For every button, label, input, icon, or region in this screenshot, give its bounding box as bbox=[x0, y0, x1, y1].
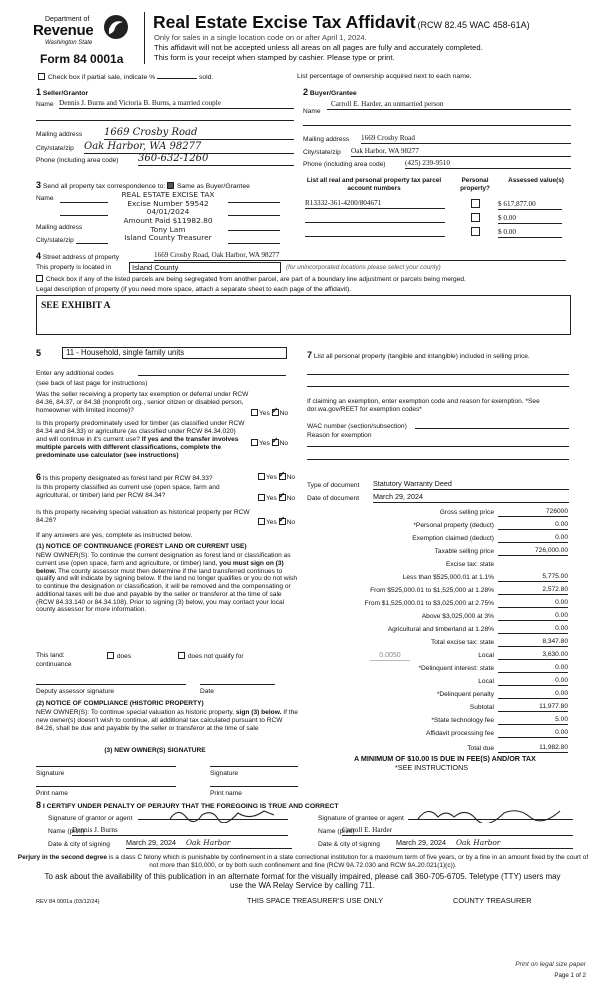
seller-city-field[interactable]: Oak Harbor, WA 98277 bbox=[84, 141, 294, 154]
rev-number: REV 84 0001a (03/12/24) bbox=[36, 899, 100, 905]
ag-timber-value: 0.00 bbox=[498, 625, 568, 634]
grantor-sig-row bbox=[48, 815, 288, 823]
notice1-title: (1) NOTICE OF CONTINUANCE (FOREST LAND OR CURRENT USE) bbox=[36, 543, 247, 550]
personal-deduct-value[interactable]: 0.00 bbox=[498, 521, 568, 530]
grantee-date-field[interactable] bbox=[396, 839, 573, 849]
print-legal-note: Print on legal size paper bbox=[515, 961, 586, 968]
s7-line2 bbox=[307, 386, 569, 387]
reason-field-2[interactable] bbox=[307, 459, 569, 460]
s7-line1 bbox=[307, 374, 569, 375]
personal-checkbox-2[interactable] bbox=[471, 213, 481, 224]
total-due-value: 11,982.80 bbox=[498, 744, 568, 753]
deputy-sig-line[interactable] bbox=[36, 684, 186, 685]
grantor-signature-scribble bbox=[168, 807, 278, 823]
delinq-penalty-value[interactable]: 0.00 bbox=[498, 690, 568, 699]
segregation-checkbox[interactable] bbox=[36, 275, 43, 282]
seller-city-label: City/state/zip bbox=[36, 145, 74, 152]
tier3-value: 0.00 bbox=[498, 599, 568, 608]
header-divider bbox=[144, 12, 145, 64]
section7-heading bbox=[307, 350, 569, 361]
section5-num: 5 bbox=[36, 348, 42, 358]
grantee-date-label: Date & city of signing bbox=[318, 841, 380, 848]
stamp-line3: 04/01/2024 bbox=[146, 207, 190, 217]
excise-state-label: Excise tax: state bbox=[445, 561, 494, 568]
notice1-body: NEW OWNER(S): To continue the current designation as forest land or classification as current use (open space, farm and agriculture, or timber) land, you must sign on (3) below. The county assessor must then determine if the land transferred continues to qualify and will indicate by signing below. If the land no longer qualifies or you do not wish to continue the designation or classification, it will be removed and the compensating or additional taxes will be due and payable by the seller or transferor at the time of sale (RCW 84.33.140 or 84.34.108). Prior to signing (3) below, you may contact your local county assessor for more information. bbox=[36, 552, 297, 614]
partial-sale-row bbox=[38, 73, 213, 82]
assessed-header: Assessed value(s) bbox=[508, 177, 564, 184]
buyer-name-field[interactable]: Carroll E. Harder, an unmarried person bbox=[327, 100, 571, 110]
seller-heading-label: Seller/Grantor bbox=[42, 90, 89, 97]
additional-codes-row bbox=[36, 370, 286, 378]
does-checkbox[interactable] bbox=[107, 652, 114, 659]
s3-name-line-l bbox=[60, 202, 108, 203]
seller-heading bbox=[36, 87, 88, 98]
county-hint: (for unincorporated locations please select your county) bbox=[286, 264, 441, 271]
page-number: Page 1 of 2 bbox=[554, 972, 586, 979]
section8-num: 8 bbox=[36, 800, 42, 810]
seller-name-label: Name bbox=[36, 101, 54, 108]
section3-num: 3 bbox=[36, 180, 42, 190]
personal-deduct-label: *Personal property (deduct) bbox=[413, 522, 494, 529]
tier1-value: 5,775.00 bbox=[498, 573, 568, 582]
stamp-line2: Excise Number 59542 bbox=[127, 198, 209, 208]
wac-row bbox=[307, 423, 569, 431]
owner-sig-line-1[interactable] bbox=[36, 766, 176, 767]
q1-no-checkbox[interactable] bbox=[272, 409, 279, 416]
s3-line4-l bbox=[76, 243, 108, 244]
form-title: Real Estate Excise Tax Affidavit bbox=[153, 12, 416, 32]
subtotal-label: Subtotal bbox=[469, 704, 494, 711]
exemption-instructions: If claiming an exemption, enter exemption code and reason for exemption. *See dor.wa.gov/REET for exemption codes* bbox=[307, 398, 540, 413]
reason-label: Reason for exemption bbox=[307, 432, 372, 439]
stamp-line6: Island County Treasurer bbox=[124, 233, 212, 243]
q1-yes-no: Yes ✓ No bbox=[251, 409, 288, 418]
grantee-date-row bbox=[318, 838, 573, 849]
parcel-header: List all real and personal property tax parcel account numbers bbox=[306, 177, 442, 192]
segregation-row bbox=[36, 275, 596, 284]
grantee-sig-label: Signature of grantee or agent bbox=[318, 815, 404, 822]
total-state-label: Total excise tax: state bbox=[430, 639, 494, 646]
deputy-sig-label: Deputy assessor signature bbox=[36, 688, 115, 695]
timber-question bbox=[36, 420, 248, 460]
delinq-local-label: Local bbox=[478, 678, 494, 685]
doc-date-label: Date of document bbox=[307, 495, 360, 502]
assessed-value-2[interactable]: $ 0.00 bbox=[498, 214, 562, 224]
parcel-number-2[interactable] bbox=[305, 222, 445, 223]
buyer-phone-row bbox=[303, 161, 571, 169]
s6q1-yes-checkbox[interactable] bbox=[258, 473, 265, 480]
exemption-deduct-label: Exemption claimed (deduct) bbox=[412, 535, 494, 542]
personal-header: Personal property? bbox=[460, 177, 490, 192]
total-due-label: Total due bbox=[467, 745, 494, 752]
grantee-name-row bbox=[318, 828, 573, 836]
header-line2: This affidavit will not be accepted unless all areas on all pages are fully and accurately completed. bbox=[154, 43, 483, 52]
doc-type-label: Type of document bbox=[307, 482, 360, 489]
seller-mailing-label: Mailing address bbox=[36, 131, 83, 138]
delinq-interest-value[interactable]: 0.00 bbox=[498, 664, 568, 673]
buyer-name-line2 bbox=[303, 125, 571, 126]
s3-line2-l bbox=[60, 215, 108, 216]
historic-question: Is this property receiving special valuation as historical property per RCW 84.26? bbox=[36, 509, 250, 524]
timber-question-text: Is this property predominately used for timber (as classified under RCW 84.34 and 84.33) or agriculture (as classified under RCW 84.34.020) and will continue in it's current use? bbox=[36, 420, 245, 443]
reason-field-1[interactable] bbox=[307, 446, 569, 447]
seller-phone-label: Phone (including area code) bbox=[36, 157, 119, 164]
deputy-date-line[interactable] bbox=[200, 684, 275, 685]
owner-sig-label-1: Signature bbox=[36, 770, 65, 777]
section6-num: 6 bbox=[36, 472, 42, 482]
seller-phone-field[interactable]: 360-632-1260 bbox=[138, 153, 294, 166]
grantor-date-value: March 29, 2024 bbox=[126, 838, 176, 847]
seller-phone-row bbox=[36, 153, 294, 165]
grantor-name-field[interactable]: Dennis J. Burns bbox=[72, 826, 288, 836]
parcel-number-1[interactable]: R13332-361-4200/804671 bbox=[305, 199, 445, 209]
ag-timber-label: Agricultural and timberland at 1.28% bbox=[387, 626, 494, 633]
stamp-line1: REAL ESTATE EXCISE TAX bbox=[121, 190, 215, 199]
local-value: 3,630.00 bbox=[498, 651, 568, 660]
s3-line4-r bbox=[228, 243, 280, 244]
grantor-sig-label: Signature of grantor or agent bbox=[48, 815, 133, 822]
treasurer-space: THIS SPACE TREASURER'S USE ONLY bbox=[247, 896, 384, 905]
deputy-date-label: Date bbox=[200, 688, 214, 695]
s6q3-yes-checkbox[interactable] bbox=[258, 518, 265, 525]
delinq-local-value[interactable]: 0.00 bbox=[498, 677, 568, 686]
local-rate: 0.0050 bbox=[370, 652, 410, 661]
tier1-label: Less than $525,000.01 at 1.1% bbox=[402, 574, 494, 581]
header-line1: Only for sales in a single location code on or after April 1, 2024. bbox=[154, 33, 367, 42]
seller-num: 1 bbox=[36, 87, 42, 97]
grantee-name-field[interactable]: Carroll E. Harder bbox=[342, 826, 573, 836]
legal-label: Legal description of property (if you need more space, attach a separate sheet to each page of the affidavit). bbox=[36, 286, 352, 293]
stamp-line5: Tony Lam bbox=[150, 224, 186, 234]
stamp-line4: Amount Paid $11982.80 bbox=[123, 215, 213, 225]
revenue-text: Revenue bbox=[33, 22, 94, 39]
located-row bbox=[36, 264, 111, 272]
does-not-checkbox[interactable] bbox=[178, 652, 185, 659]
personal-checkbox-1[interactable] bbox=[471, 199, 481, 210]
q2-yes-checkbox[interactable] bbox=[251, 439, 258, 446]
s6q1-yes-no: Yes ✓ No bbox=[258, 473, 295, 482]
grantor-name-label: Name (print) bbox=[48, 828, 85, 835]
doc-date-row bbox=[307, 492, 569, 503]
affidavit-fee-label: Affidavit processing fee bbox=[425, 730, 494, 737]
tech-fee-label: *State technology fee bbox=[431, 717, 494, 724]
notice2-title: (2) NOTICE OF COMPLIANCE (HISTORIC PROPERTY) bbox=[36, 700, 204, 707]
s3-line3-r bbox=[228, 230, 280, 231]
buyer-mailing-label: Mailing address bbox=[303, 136, 350, 143]
seller-name-field[interactable]: Dennis J. Burns and Victoria B. Burns, a married couple bbox=[59, 99, 294, 109]
current-use-question: Is this property classified as current use (open space, farm and agricultural, or timber) land per RCW 84.34? bbox=[36, 484, 220, 499]
affidavit-fee-value[interactable]: 0.00 bbox=[498, 729, 568, 738]
gross-value[interactable]: 726000 bbox=[498, 508, 568, 517]
s6q1-no-checkbox[interactable] bbox=[279, 473, 286, 480]
section3-mailing-label: Mailing address bbox=[36, 224, 83, 231]
wa-state-text: Washington State bbox=[45, 40, 93, 46]
see-instructions: *SEE INSTRUCTIONS bbox=[395, 763, 469, 772]
owner-sig-title: (3) NEW OWNER(S) SIGNATURE bbox=[104, 747, 206, 754]
same-as-buyer-label: Same as Buyer/Grantee bbox=[176, 183, 250, 190]
local-label: Local bbox=[478, 652, 494, 659]
exemption-question: Was the seller receiving a property tax exemption or deferral under RCW 84.36, 84.37, or 84.38 (nonprofit org., senior citizen or disabled person, homeowner with limited income)? bbox=[36, 391, 249, 414]
grantee-city-value: Oak Harbor bbox=[455, 838, 501, 847]
owner-print-label-2: Print name bbox=[210, 790, 242, 797]
does-not-row: does not qualify for bbox=[178, 652, 244, 661]
partial-percent-field[interactable] bbox=[157, 78, 197, 79]
see-back-note: (see back of last page for instructions) bbox=[36, 380, 148, 387]
owner-print-line-2[interactable] bbox=[210, 786, 298, 787]
buyer-heading bbox=[303, 87, 357, 98]
buyer-mailing-row bbox=[303, 136, 571, 144]
seller-mailing-field[interactable]: 1669 Crosby Road bbox=[104, 127, 294, 140]
if-yes-note: If any answers are yes, complete as instructed below. bbox=[36, 532, 193, 539]
q2-no-checkbox[interactable] bbox=[272, 439, 279, 446]
perjury-bold: Perjury in the second degree bbox=[17, 854, 107, 861]
s3-line2-r bbox=[228, 215, 280, 216]
buyer-city-row bbox=[303, 149, 571, 157]
form-rcw: (RCW 82.45 WAC 458-61A) bbox=[417, 20, 530, 30]
county-treasurer: COUNTY TREASURER bbox=[453, 896, 532, 905]
owner-print-label-1: Print name bbox=[36, 790, 68, 797]
delinq-interest-label: *Delinquent interest: state bbox=[418, 665, 494, 672]
tier3-label: From $1,525,000.01 to $3,025,000 at 2.75% bbox=[364, 600, 494, 607]
gross-label: Gross selling price bbox=[439, 509, 494, 516]
buyer-phone-field[interactable]: (425) 239-9510 bbox=[405, 159, 571, 169]
section4-street-row bbox=[36, 251, 571, 262]
tier2-value: 2,572.80 bbox=[498, 586, 568, 595]
section7-num: 7 bbox=[307, 350, 313, 360]
assessed-value-1[interactable]: $ 617,877.00 bbox=[498, 200, 562, 210]
grantee-signature-scribble bbox=[414, 805, 564, 823]
forest-question-text: Is this property designated as forest land per RCW 84.33? bbox=[42, 475, 213, 482]
q2-yes-no: Yes ✓ No bbox=[251, 439, 288, 448]
wac-label: WAC number (section/subsection) bbox=[307, 423, 407, 430]
s6q2-yes-no: Yes ✓ No bbox=[258, 494, 295, 503]
perjury-notice bbox=[14, 854, 592, 870]
tier2-label: From $525,000.01 to $1,525,000 at 1.28% bbox=[370, 587, 494, 594]
s6q2-no-checkbox[interactable] bbox=[279, 494, 286, 501]
treasurer-stamp bbox=[108, 191, 228, 243]
header-titles bbox=[153, 12, 593, 33]
continuance-label: continuance bbox=[36, 661, 72, 668]
buyer-city-label: City/state/zip bbox=[303, 149, 341, 156]
segregation-label: Check box if any of the listed parcels are being segregated from another parcel, are part of a boundary line adjustment or parcels being merged. bbox=[45, 276, 466, 283]
section3-city-label: City/state/zip bbox=[36, 237, 74, 244]
assessed-value-3[interactable]: $ 0.00 bbox=[498, 228, 562, 238]
additional-codes-label: Enter any additional codes bbox=[36, 370, 114, 377]
tech-fee-value: 5.00 bbox=[498, 716, 568, 725]
grantee-date-value: March 29, 2024 bbox=[396, 838, 446, 847]
s6q3-no-checkbox[interactable] bbox=[279, 518, 286, 525]
buyer-mailing-field[interactable]: 1669 Crosby Road bbox=[361, 134, 571, 144]
notice2-body: NEW OWNER(S): To continue special valuation as historic property, sign (3) below. If the new owner(s) doesn't wish to continue, all additional tax calculated pursuant to RCW 84.26, shall be due and payable by the seller or transferor at the time of sale bbox=[36, 709, 298, 732]
seller-city-row bbox=[36, 141, 294, 153]
grantor-date-field[interactable] bbox=[126, 839, 292, 849]
partial-sale-checkbox[interactable] bbox=[38, 73, 45, 80]
grantee-sig-row bbox=[318, 815, 573, 823]
wac-field[interactable] bbox=[415, 428, 569, 429]
seller-mailing-row bbox=[36, 127, 294, 139]
partial-sale-label: Check box if partial sale, indicate % bbox=[47, 74, 156, 81]
tier4-value: 0.00 bbox=[498, 612, 568, 621]
same-as-buyer-checkbox[interactable] bbox=[167, 182, 174, 189]
doc-type-field[interactable]: Statutory Warranty Deed bbox=[373, 480, 569, 490]
form-number: Form 84 0001a bbox=[40, 52, 124, 66]
s3-name-line-r bbox=[228, 202, 280, 203]
section4-num: 4 bbox=[36, 251, 42, 261]
doc-date-field[interactable]: March 29, 2024 bbox=[373, 493, 569, 503]
total-state-value: 8,347.80 bbox=[498, 638, 568, 647]
q1-yes-checkbox[interactable] bbox=[251, 409, 258, 416]
subtotal-value: 11,977.80 bbox=[498, 703, 568, 712]
personal-checkbox-3[interactable] bbox=[471, 227, 481, 238]
section3-name-label: Name bbox=[36, 195, 54, 202]
taxable-value: 726,000.00 bbox=[498, 547, 568, 556]
legal-description-text: SEE EXHIBIT A bbox=[41, 301, 111, 311]
s6q2-yes-checkbox[interactable] bbox=[258, 494, 265, 501]
buyer-city-field[interactable]: Oak Harbor, WA 98277 bbox=[351, 147, 571, 157]
does-row: does bbox=[107, 652, 131, 661]
minimum-due-note: A MINIMUM OF $10.00 IS DUE IN FEE(S) AND/OR TAX bbox=[354, 754, 536, 763]
buyer-name-row bbox=[303, 100, 571, 116]
grantee-name-label: Name (print) bbox=[318, 828, 355, 835]
section7-heading-text: List all personal property (tangible and intangible) included in selling price. bbox=[313, 353, 530, 360]
certify-text: I CERTIFY UNDER PENALTY OF PERJURY THAT THE FOREGOING IS TRUE AND CORRECT bbox=[42, 803, 339, 810]
buyer-heading-label: Buyer/Grantee bbox=[309, 90, 357, 97]
seller-name-row bbox=[36, 101, 294, 109]
grantor-name-row bbox=[48, 828, 288, 836]
street-field[interactable]: 1669 Crosby Road, Oak Harbor, WA 98277 bbox=[154, 251, 566, 261]
taxable-label: Taxable selling price bbox=[434, 548, 494, 555]
county-select[interactable]: Island County bbox=[129, 262, 281, 273]
legal-description-box[interactable] bbox=[36, 295, 571, 335]
street-label: Street address of property bbox=[42, 254, 120, 261]
this-land-label: This land: bbox=[36, 652, 65, 659]
dept-of-text: Department of bbox=[45, 16, 90, 23]
grantor-date-row bbox=[48, 838, 292, 849]
grantor-city-value: Oak Harbor bbox=[185, 838, 231, 847]
doc-type-row bbox=[307, 479, 569, 490]
buyer-phone-label: Phone (including area code) bbox=[303, 161, 386, 168]
s6q3-yes-no: Yes ✓ No bbox=[258, 518, 295, 527]
exemption-deduct-value[interactable]: 0.00 bbox=[498, 534, 568, 543]
grantor-date-label: Date & city of signing bbox=[48, 841, 110, 848]
buyer-name-label: Name bbox=[303, 108, 321, 115]
buyer-num: 2 bbox=[303, 87, 309, 97]
perjury-text: is a class C felony which is punishable by confinement in a state correctional institution for a maximum term of five years, or by a fine in an amount fixed by the court of not more than $10,000, or by both such confinement and fine (RCW 9A.72.030 and RCW 9A.20.021(1)(c)). bbox=[108, 854, 589, 869]
partial-sold-label: sold. bbox=[198, 74, 214, 81]
owner-print-line-1[interactable] bbox=[36, 786, 176, 787]
timber-question-bold: If yes and the transfer involves multiple parcels with different classifications, complete the predominate use calculator (see instructions) bbox=[36, 435, 239, 459]
alt-format-note: To ask about the availability of this publication in an alternate format for the visually impaired, please call 360-705-6705. Teletype (TTY) users may use the WA Relay Service by calling 711. bbox=[44, 872, 561, 891]
forest-question bbox=[36, 472, 250, 483]
section3-label: Send all property tax correspondence to: bbox=[42, 183, 166, 190]
revenue-swirl-icon bbox=[103, 14, 129, 40]
ownership-note: List percentage of ownership acquired next to each name. bbox=[297, 73, 472, 80]
located-label: This property is located in bbox=[36, 264, 112, 271]
header-line3: This form is your receipt when stamped by cashier. Please type or print. bbox=[154, 53, 395, 62]
additional-codes-field[interactable] bbox=[138, 375, 286, 376]
tier4-label: Above $3,025,000 at 3% bbox=[421, 613, 494, 620]
land-use-code-select[interactable]: 11 - Household, single family units bbox=[62, 347, 287, 359]
owner-sig-label-2: Signature bbox=[210, 770, 239, 777]
seller-name-line2 bbox=[36, 120, 294, 121]
delinq-penalty-label: *Delinquent penalty bbox=[436, 691, 494, 698]
parcel-number-3[interactable] bbox=[305, 236, 445, 237]
owner-sig-line-2[interactable] bbox=[210, 766, 298, 767]
